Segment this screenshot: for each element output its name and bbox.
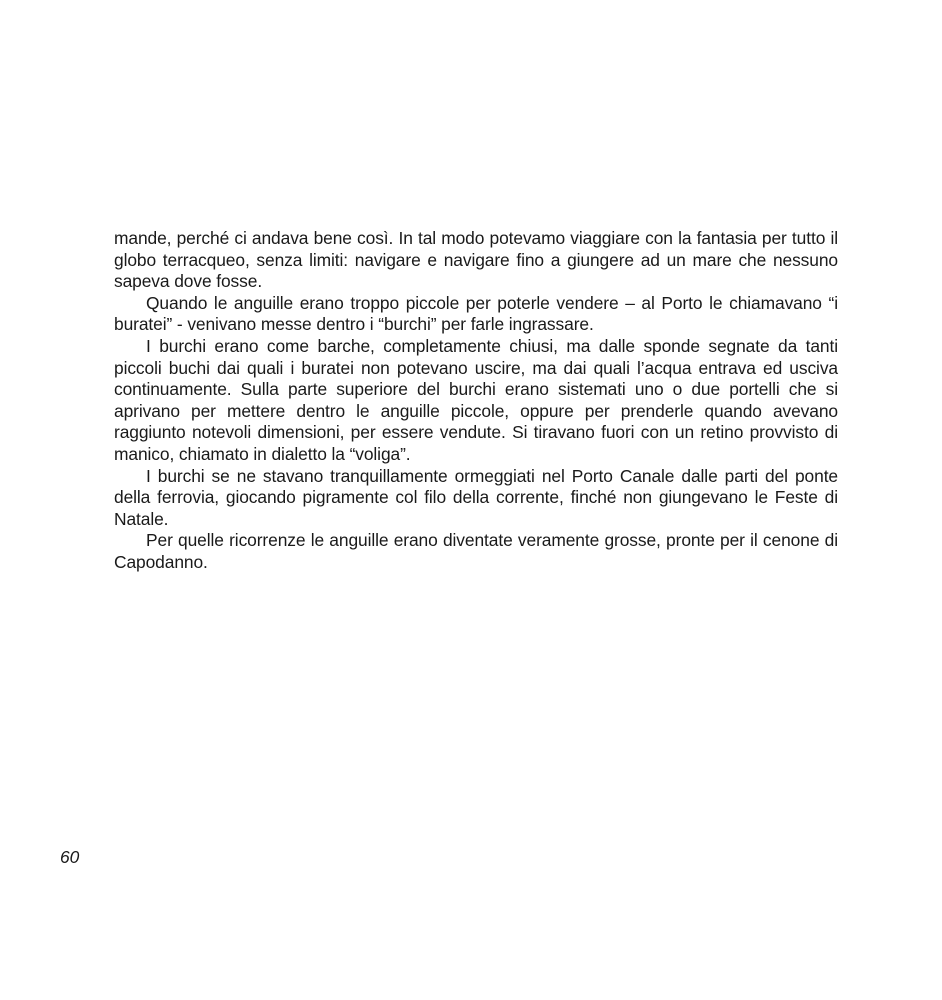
paragraph-continuation: mande, perché ci andava bene così. In tal modo potevamo viaggiare con la fantasia per tutto il globo terracqueo, senza limiti: navigare e navigare fino a giungere ad un mare che nessuno sapeva dove fosse.: [114, 228, 838, 292]
paragraph-buratei: Quando le anguille erano troppo piccole per poterle vendere – al Porto le chiamavano “i buratei” - venivano messe dentro i “burchi” per farle ingrassare.: [114, 292, 838, 335]
paragraph-capodanno: Per quelle ricorrenze le anguille erano diventate veramente grosse, pronte per il cenone di Capodanno.: [114, 530, 838, 572]
paragraph-burchi-description: I burchi erano come barche, completamente chiusi, ma dalle sponde segnate da tanti piccoli buchi dai quali i buratei non potevano uscire, ma dai quali l’acqua entrava ed usciva continuamente. Sulla parte superiore del burchi erano sistemati uno o due portelli che si aprivano per mettere dentro le anguille piccole, oppure per prenderle quando avevano raggiunto notevoli dimensioni, per essere vendute. Si tiravano fuori con un retino provvisto di manico, chiamato in dialetto la “voliga”.: [114, 335, 838, 464]
page-number: 60: [60, 847, 80, 867]
paragraph-burchi-moored: I burchi se ne stavano tranquillamente ormeggiati nel Porto Canale dalle parti del ponte della ferrovia, giocando pigramente col filo della corrente, finché non giungevano le Feste di Natale.: [114, 465, 838, 529]
body-text: [114, 228, 838, 574]
